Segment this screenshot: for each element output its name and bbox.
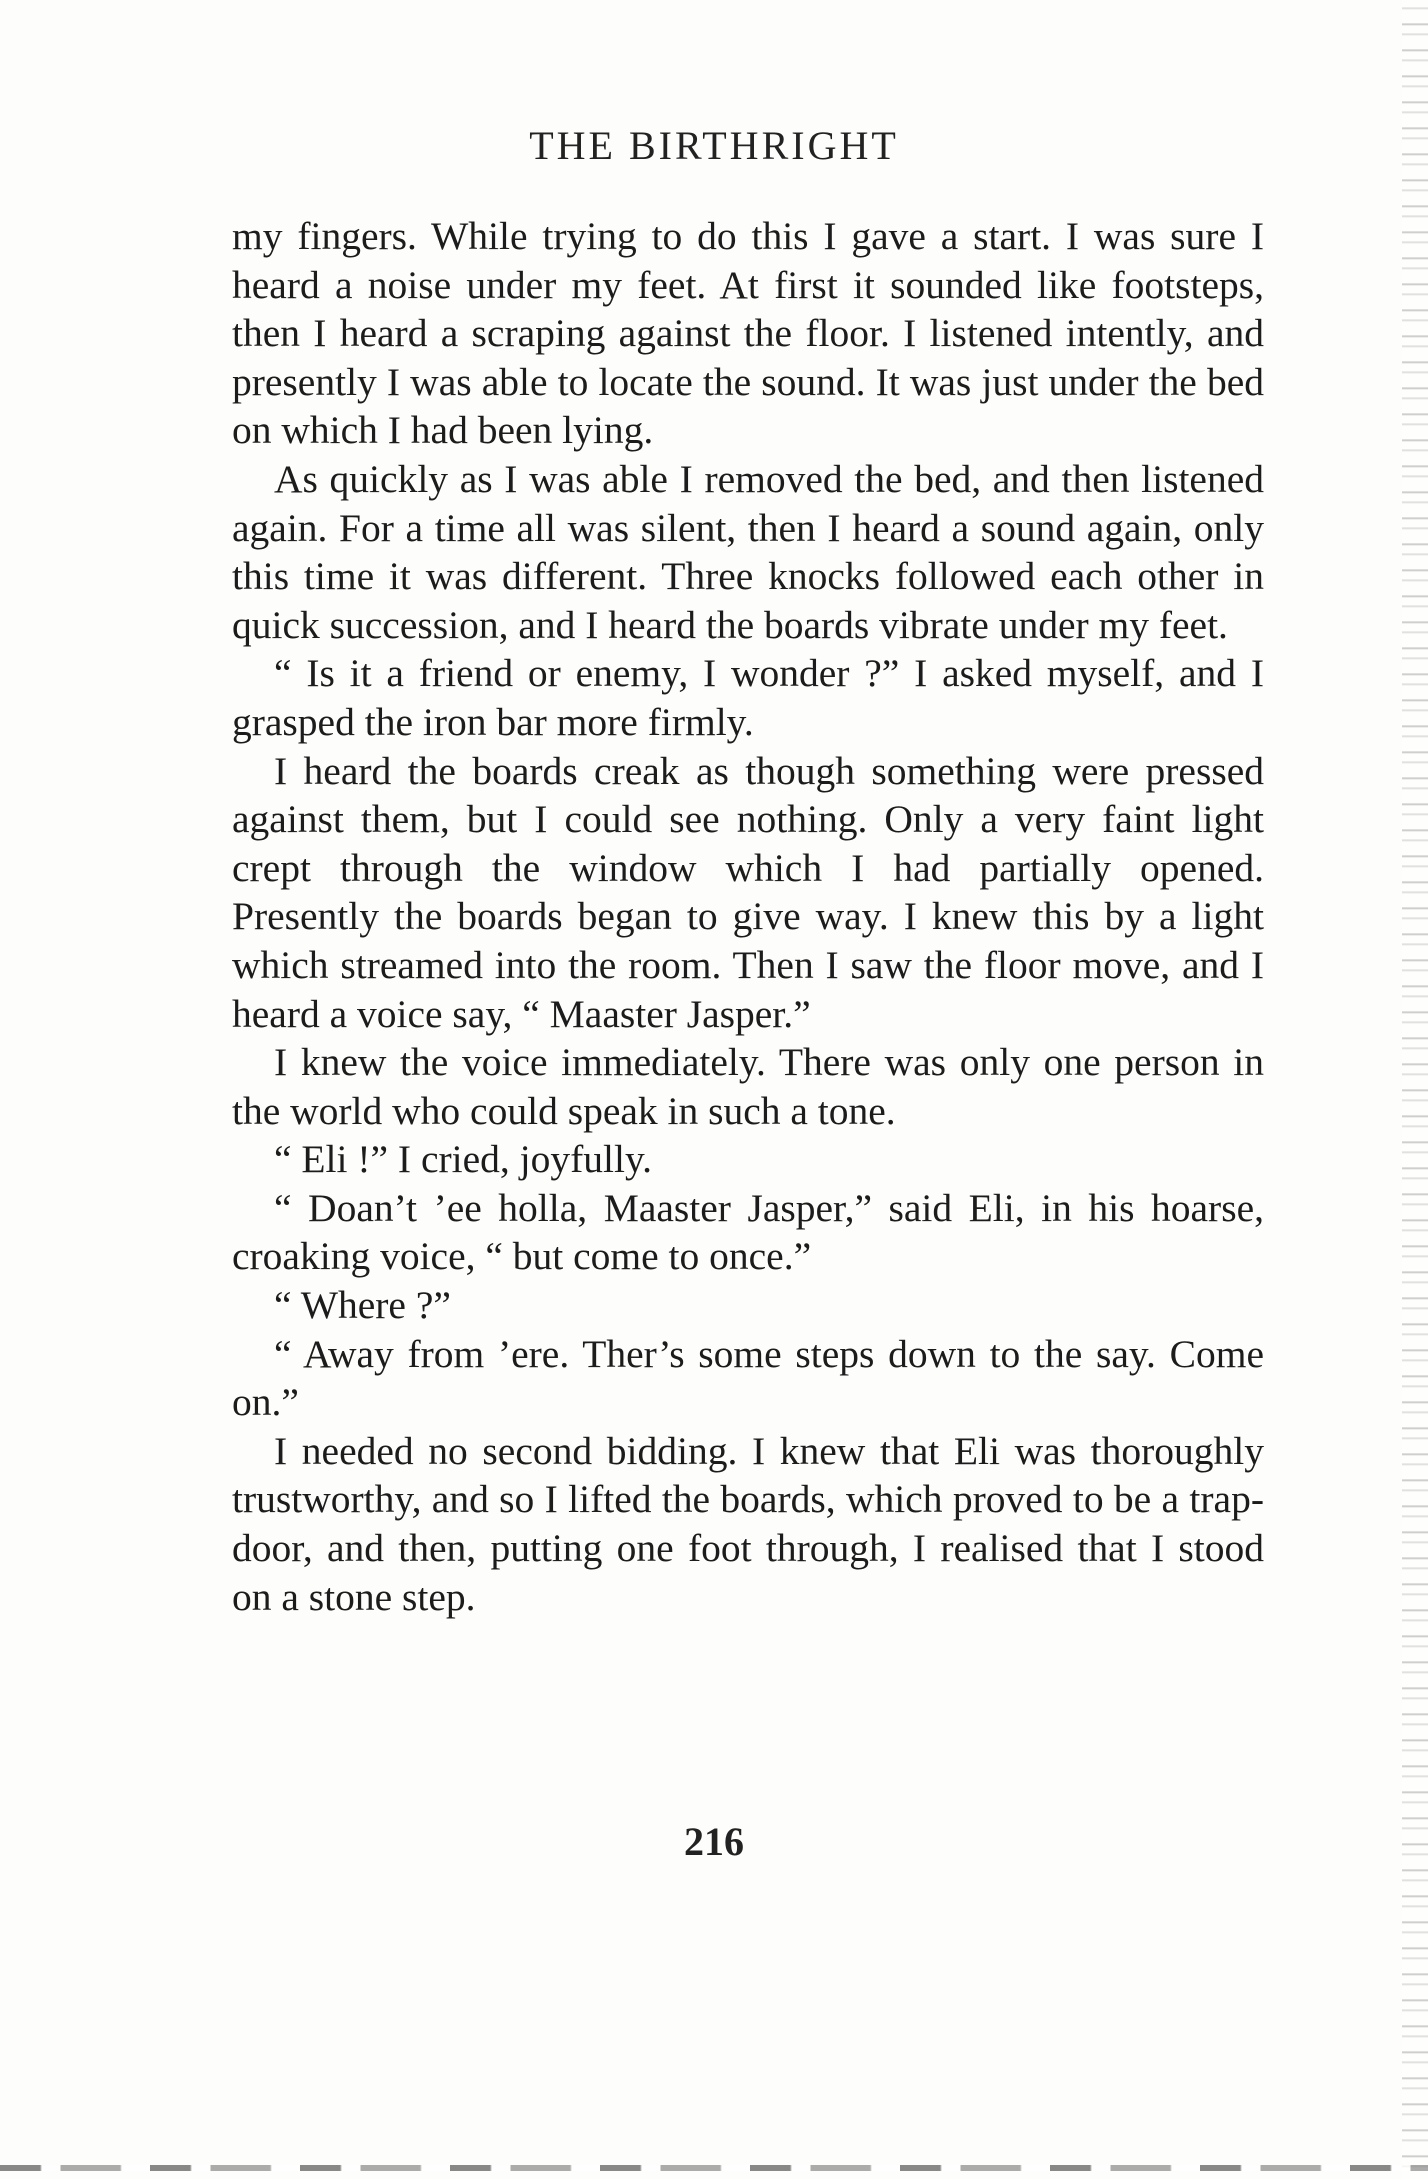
paragraph: “ Doan’t ’ee holla, Maaster Jasper,” said Eli, in his hoarse, croaking voice, “ but come to once.”: [232, 1185, 1264, 1279]
paragraph: “ Eli !” I cried, joyfully.: [274, 1137, 653, 1182]
paragraph-continuation: my fingers. While trying to do this I gave a start. I was sure I heard a noise under my feet. At first it sounded like footsteps, then I heard a scraping against the floor. I listened intently, and presently I was able to locate the sound. It was just under the bed on which I had been lying.: [232, 214, 1264, 453]
scan-edge-bottom: [0, 2165, 1428, 2171]
paragraph: I knew the voice immediately. There was only one person in the world who could speak in such a tone.: [232, 1040, 1264, 1133]
scan-edge-right: [1402, 0, 1428, 2179]
paragraph: “ Where ?”: [274, 1283, 451, 1328]
paragraph: “ Away from ’ere. Ther’s some steps down to the say. Come on.”: [232, 1331, 1264, 1425]
body-text: [232, 212, 1264, 1621]
paragraph: I needed no second bidding. I knew that Eli was thoroughly trustworthy, and so I lifted the boards, which proved to be a trap-door, and then, putting one foot through, I realised that I stood on a stone step.: [232, 1428, 1264, 1619]
paragraph: I heard the boards creak as though something were pressed against them, but I could see nothing. Only a very faint light crept through the window which I had partially opened. Presently the boards began to give way. I knew this by a light which streamed into the room. Then I saw the floor move, and I heard a voice say, “ Maaster Jasper.”: [232, 748, 1264, 1036]
paragraph: “ Is it a friend or enemy, I wonder ?” I asked myself, and I grasped the iron bar more firmly.: [232, 651, 1264, 744]
running-header: THE BIRTHRIGHT: [529, 123, 899, 168]
paragraph: As quickly as I was able I removed the bed, and then listened again. For a time all was silent, then I heard a sound again, only this time it was different. Three knocks followed each other in quick succession, and I heard the boards vibrate under my feet.: [232, 456, 1264, 647]
page-number: 216: [684, 1819, 744, 1864]
